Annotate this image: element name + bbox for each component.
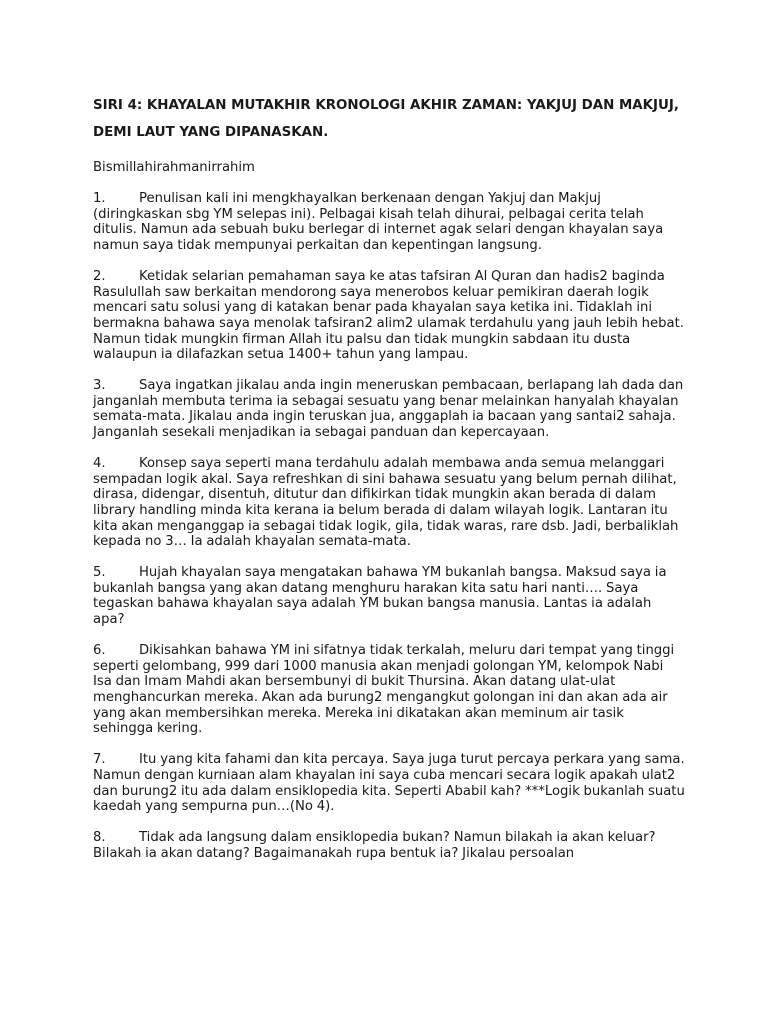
paragraph-text: Dikisahkan bahawa YM ini sifatnya tidak terkalah, meluru dari tempat yang tinggi seperti gelombang, 999 dari 1000 manusia akan menjadi golongan YM, kelompok Nabi Isa dan Imam Mahdi akan bersembunyi di bukit Thursina. Akan datang ulat-ulat menghancurkan mereka. Akan ada burung2 mengangkut golongan ini dan akan ada air yang akan membersihkan mereka. Mereka ini dikatakan akan meminum air tasik sehingga kering.	[93, 642, 675, 737]
paragraph-4	[93, 456, 685, 550]
paragraph-6	[93, 643, 685, 737]
paragraph-text: Hujah khayalan saya mengatakan bahawa YM bukanlah bangsa. Maksud saya ia bukanlah bangsa yang akan datang menghuru harakan kita satu hari nanti…. Saya tegaskan bahawa khayalan saya adalah YM bukan bangsa manusia. Lantas ia adalah apa?	[93, 565, 667, 628]
paragraph-number: 1.	[93, 191, 106, 206]
document-title: SIRI 4: KHAYALAN MUTAKHIR KRONOLOGI AKHIR ZAMAN: YAKJUJ DAN MAKJUJ, DEMI LAUT YANG DIPANASKAN.	[93, 98, 679, 140]
document-intro: Bismillahirahmanirrahim	[93, 160, 255, 175]
paragraph-text: Ketidak selarian pemahaman saya ke atas tafsiran Al Quran dan hadis2 baginda Rasulullah saw berkaitan mendorong saya menerobos keluar pemikiran daerah logik mencari satu solusi yang di katakan benar pada khayalan saya ketika ini. Tidaklah ini bermakna bahawa saya menolak tafsiran2 alim2 ulamak terdahulu yang jauh lebih hebat. Namun tidak mungkin firman Allah itu palsu dan tidak mungkin sabdaan itu dusta walaupun ia dilafazkan setua 1400+ tahun yang lampau.	[93, 268, 684, 363]
paragraph-number: 3.	[93, 378, 106, 394]
paragraph-number: 6.	[93, 642, 106, 658]
paragraph-7	[93, 752, 685, 815]
paragraph-text: Tidak ada langsung dalam ensiklopedia bukan? Namun bilakah ia akan keluar? Bilakah ia akan datang? Bagaimanakah rupa bentuk ia? Jikalau persoalan	[93, 829, 656, 861]
paragraph-number: 7.	[93, 752, 106, 768]
paragraph-text: Saya ingatkan jikalau anda ingin meneruskan pembacaan, berlapang lah dada dan janganlah membuta terima ia sebagai sesuatu yang benar melainkan hanyalah khayalan semata-mata. Jikalau anda ingin teruskan jua, anggaplah ia bacaan yang santai2 sahaja. Janganlah sesekali menjadikan ia sebagai panduan dan kepercayaan.	[93, 378, 684, 441]
paragraph-number: 5.	[93, 565, 106, 581]
paragraph-text: Penulisan kali ini mengkhayalkan berkenaan dengan Yakjuj dan Makjuj (diringkaskan sbg YM selepas ini). Pelbagai kisah telah dihurai, pelbagai cerita telah ditulis. Namun ada sebuah buku berlegar di internet agak selari dengan khayalan saya namun saya tidak mempunyai perkaitan dan kepentingan langsung.	[93, 191, 664, 254]
paragraph-2	[93, 269, 685, 363]
document-page	[93, 92, 685, 861]
paragraph-3	[93, 378, 685, 441]
paragraph-1	[93, 191, 685, 254]
paragraph-number: 4.	[93, 455, 106, 471]
paragraph-5	[93, 565, 685, 628]
paragraph-number: 8.	[93, 829, 106, 845]
paragraph-text: Itu yang kita fahami dan kita percaya. Saya juga turut percaya perkara yang sama. Namun dengan kurniaan alam khayalan ini saya cuba mencari secara logik apakah ulat2 dan burung2 itu ada dalam ensiklopedia kita. Seperti Ababil kah? ***Logik bukanlah suatu kaedah yang sempurna pun…(No 4).	[93, 752, 685, 815]
paragraph-text: Konsep saya seperti mana terdahulu adalah membawa anda semua melanggari sempadan logik akal. Saya refreshkan di sini bahawa sesuatu yang belum pernah dilihat, dirasa, didengar, disentuh, ditutur dan difikirkan tidak mungkin akan berada di dalam library handling minda kita kerana ia belum berada di dalam wilayah logik. Lantaran itu kita akan menganggap ia sebagai tidak logik, gila, tidak waras, rare dsb. Jadi, berbaliklah kepada no 3… Ia adalah khayalan semata-mata.	[93, 455, 679, 550]
paragraph-number: 2.	[93, 268, 106, 284]
paragraph-8	[93, 830, 685, 861]
